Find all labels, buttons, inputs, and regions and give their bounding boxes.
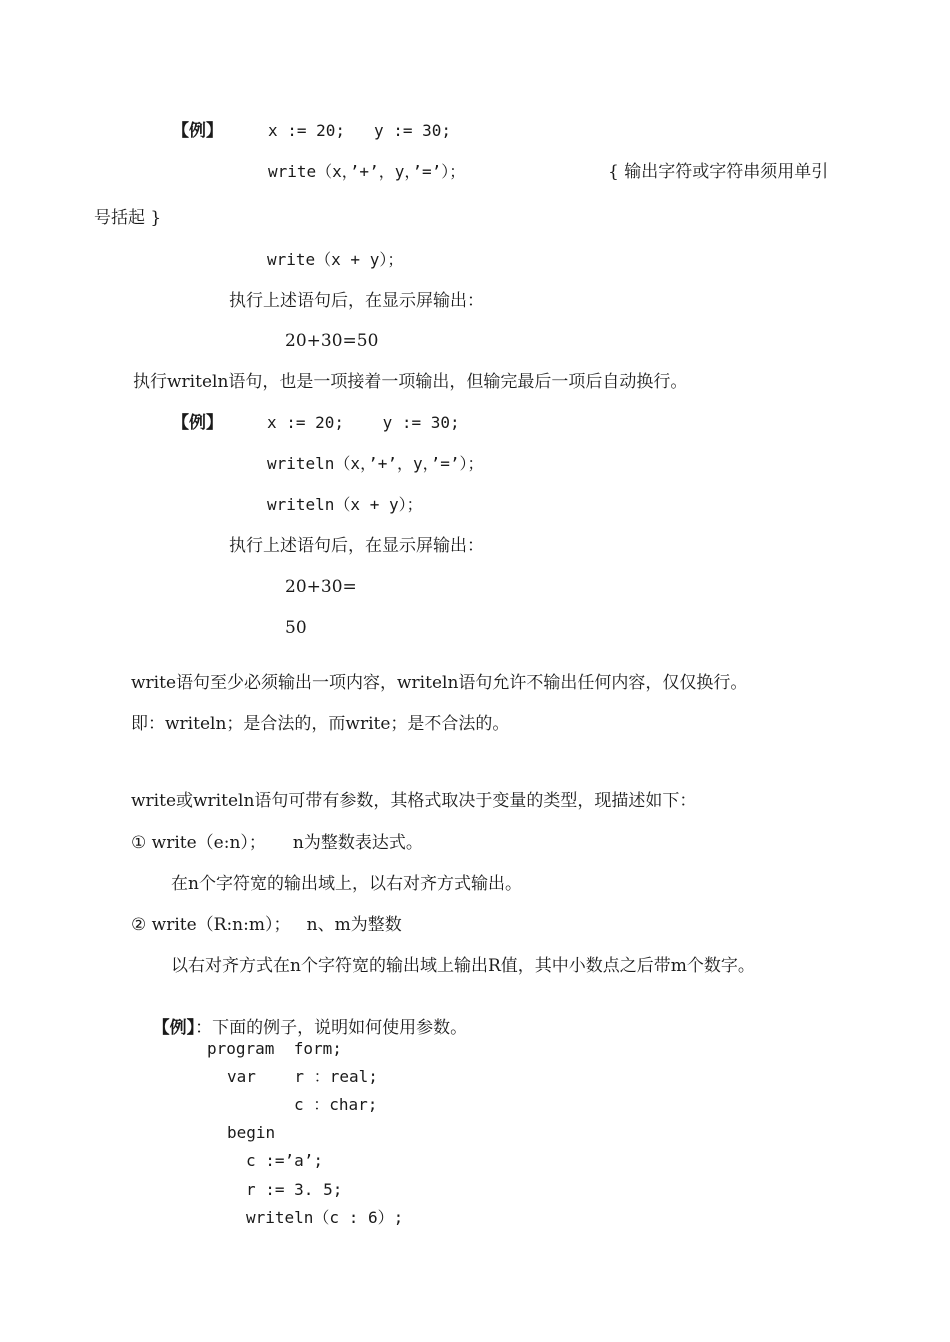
code-line: writeln（c : 6）; (246, 1208, 404, 1227)
code-line: var r ：real; (227, 1067, 378, 1086)
paragraph: 即：writeln；是合法的，而write；是不合法的。 (131, 714, 510, 734)
code-line: writeln（x + y）； (267, 495, 423, 514)
code-line: x := 20; y := 30; (268, 121, 452, 140)
code-line: write（x，’+’，y，’=’）； (268, 162, 466, 181)
paragraph: 执行writeln语句，也是一项接着一项输出，但输完最后一项后自动换行。 (133, 372, 688, 392)
code-line: program form; (207, 1039, 342, 1058)
list-item: ① write（e:n）； n为整数表达式。 (131, 833, 423, 853)
code-comment-continuation: 号括起 } (94, 208, 162, 228)
paragraph: 在n个字符宽的输出域上，以右对齐方式输出。 (171, 874, 522, 894)
code-line: r := 3. 5; (246, 1180, 343, 1199)
code-line: writeln（x，’+’，y，’=’）； (267, 454, 484, 473)
output-line: 50 (285, 618, 307, 638)
code-line: c :=’a’; (246, 1151, 324, 1170)
output-line: 20+30=50 (285, 331, 379, 351)
example-intro: ：下面的例子，说明如何使用参数。 (195, 1018, 468, 1038)
paragraph: 执行上述语句后，在显示屏输出： (229, 291, 484, 311)
example-label: 【例】 (172, 413, 223, 433)
code-line: write（x + y）； (267, 250, 404, 269)
example-label: 【例】 (152, 1018, 196, 1038)
example-label: 【例】 (172, 121, 223, 141)
code-comment: { 输出字符或字符串须用单引 (608, 162, 829, 182)
paragraph: 执行上述语句后，在显示屏输出： (229, 536, 484, 556)
code-line: x := 20; y := 30; (267, 413, 460, 432)
paragraph: write语句至少必须输出一项内容，writeln语句允许不输出任何内容，仅仅换行。 (131, 673, 748, 693)
code-line: c ：char; (294, 1095, 378, 1114)
paragraph: write或writeln语句可带有参数，其格式取决于变量的类型，现描述如下： (131, 791, 697, 811)
list-item: ② write（R:n:m）； n、m为整数 (131, 915, 402, 935)
code-line: begin (227, 1123, 276, 1142)
paragraph: 以右对齐方式在n个字符宽的输出域上输出R值，其中小数点之后带m个数字。 (171, 956, 755, 976)
output-line: 20+30= (285, 577, 357, 597)
